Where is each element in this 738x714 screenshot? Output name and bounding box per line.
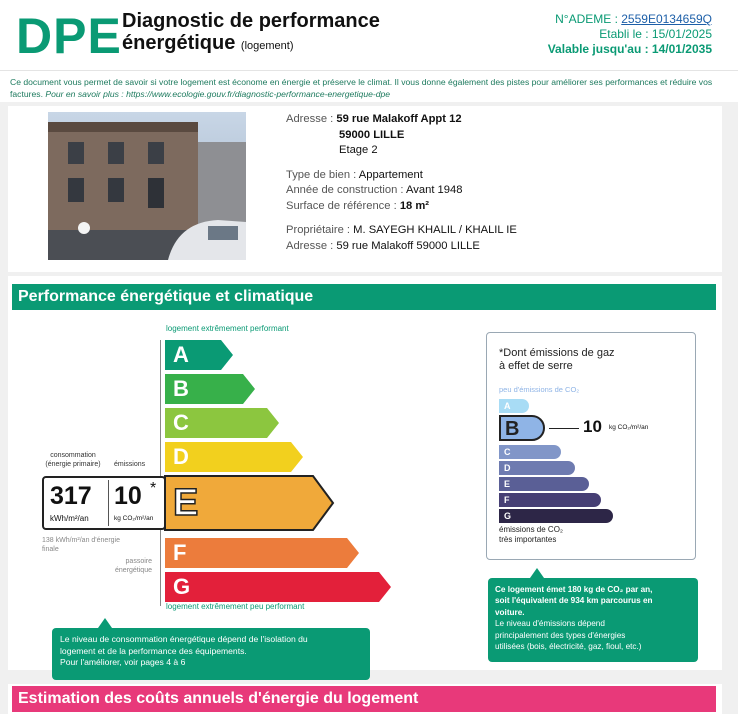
owner-address-row: Adresse : 59 rue Malakoff 59000 LILLE [286,239,480,252]
owner-row: Propriétaire : M. SAYEGH KHALIL / KHALIL IE [286,224,517,236]
emissions-label: émissions [114,461,146,468]
scale-top-label: logement extrêmement performant [166,324,289,333]
ademe-number: N°ADEME : 2559E0134659Q [555,12,712,26]
performance-title: Performance énergétique et climatique [12,284,716,310]
ghg-value: 10 [583,417,602,436]
costs-section [8,684,722,714]
energy-class-letter: A [173,342,189,367]
dpe-logo: DPE [16,8,122,64]
title-sub: (logement) [240,40,294,52]
intro-link[interactable]: Pour en savoir plus : https://www.ecologie.gouv.fr/diagnostic-performance-energetique-dpe [45,89,391,99]
etabli-date: Etabli le : 15/01/2025 [599,27,712,41]
ghg-class-c: C [499,445,561,459]
ghg-class-g: G [499,509,613,523]
ghg-class-b: B [499,415,545,441]
ghg-tip: Ce logement émet 180 kg de CO₂ par an, soit l'équivalent de 934 km parcourus en voiture. Le niveau d'émissions dépend principalement des types d'énergies utilisées (bois, électricité, gaz, fioul, etc.) [488,578,698,662]
consommation-value: 317 [50,482,92,510]
energy-class-letter: C [173,410,189,435]
property-info [8,106,722,272]
energy-class-c [163,406,281,440]
energy-class-letter: E [173,482,199,524]
scale-bottom-label: logement extrêmement peu performant [166,602,305,611]
year-row: Année de construction : Avant 1948 [286,184,463,196]
ghg-bottom-label: émissions de CO₂ très importantes [499,525,564,544]
emissions-star: * [150,480,157,497]
ghg-class-e: E [499,477,589,491]
energy-class-a [163,338,235,372]
ghg-box [486,332,696,560]
type-row: Type de bien : Appartement [286,168,423,181]
scale-axis [160,340,161,606]
consumption-box [42,476,166,530]
passoire-label: passoire énergétique [115,558,152,574]
energy-class-letter: F [173,540,187,565]
energy-class-letter: G [173,574,191,599]
energie-finale: 138 kWh/m²/an d'énergie finale [42,537,120,553]
performance-section [8,276,722,670]
document-title [122,10,380,57]
energy-class-b [163,372,257,406]
title-line1: Diagnostic de performance [122,10,380,32]
ghg-class-d: D [499,461,575,475]
emissions-value: 10 [114,482,142,510]
ghg-class-a: A [499,399,529,413]
header [0,0,738,70]
consommation-unit: kWh/m²/an [50,514,89,523]
energy-class-letter: D [173,444,189,469]
energy-class-d [163,440,305,474]
ghg-pointer-line [549,428,579,429]
energy-class-g [163,570,393,604]
ghg-tip-pointer [530,568,544,578]
energy-class-f [163,536,361,570]
valable-date: Valable jusqu'au : 14/01/2035 [547,42,712,56]
title-line2: énergétique (logement) [122,32,294,54]
energy-class-letter: B [173,376,189,401]
energy-tip: Le niveau de consommation énergétique dépend de l'isolation du logement et de la performance des équipements. Pour l'améliorer, voir pages 4 à 6 [52,628,370,680]
ghg-class-f: F [499,493,601,507]
surface-row: Surface de référence : 18 m² [286,199,430,212]
emissions-unit: kg CO₂/m²/an [114,515,154,522]
ghg-title: *Dont émissions de gaz à effet de serre [499,347,615,372]
tip-pointer [98,618,112,628]
ghg-unit: kg CO₂/m²/an [609,424,649,431]
address-row: Adresse : 59 rue Malakoff Appt 12 [286,113,462,125]
property-photo [48,112,246,260]
consommation-label: consommation (énergie primaire) [45,452,101,468]
ademe-link[interactable]: 2559E0134659Q [621,12,712,26]
energy-class-e [163,474,335,532]
property-details: Adresse : 59 rue Malakoff Appt 12 59000 LILLE Etage 2 Type de bien : Appartement Année de construction : Avant 1948 Surface de référence : 18 m² Propriétaire : M. SAYEGH KHALIL / KHALIL IE Adresse : 59 rue Malakoff 59000 LILLE [286,112,517,254]
intro-text: Ce document vous permet de savoir si votre logement est économe en énergie et préserve le climat. Il vous donne également des pistes pour améliorer ses performances et réduire vos factures. Pour en savoir plus : https://www.ecologie.gouv.fr/diagnostic-performance-energetique-dpe [0,70,738,102]
header-meta [548,12,712,57]
costs-title: Estimation des coûts annuels d'énergie du logement [12,686,716,712]
ghg-top-label: peu d'émissions de CO₂ [499,385,580,394]
